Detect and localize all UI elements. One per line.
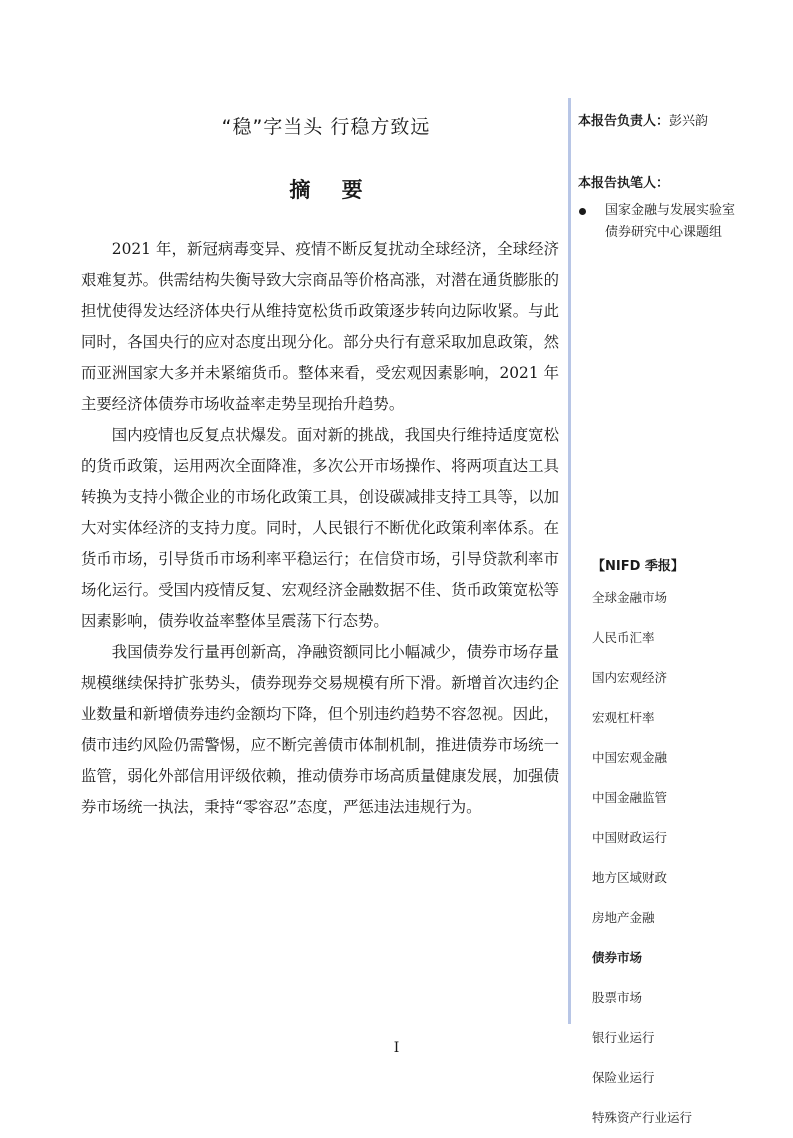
author-name: 国家金融与发展实验室债券研究中心课题组: [605, 203, 736, 240]
series-item[interactable]: 中国金融监管: [592, 790, 668, 805]
document-title: “稳”字当头 行稳方致远: [221, 116, 431, 138]
report-lead-name: 彭兴韵: [669, 114, 709, 129]
abstract-body: [81, 234, 559, 823]
series-item[interactable]: 宏观杠杆率: [592, 710, 655, 725]
series-item[interactable]: 全球金融市场: [592, 590, 668, 605]
series-item[interactable]: 银行业运行: [592, 1030, 655, 1045]
series-item[interactable]: 债券市场: [592, 950, 643, 965]
sidebar-divider: [568, 98, 571, 1024]
author-item: [578, 200, 738, 244]
report-lead-label: 本报告负责人：: [578, 114, 670, 129]
abstract-paragraph-2: 国内疫情也反复点状爆发。面对新的挑战，我国央行维持适度宽松的货币政策，运用两次全面降准，多次公开市场操作、将两项直达工具转换为支持小微企业的市场化政策工具，创设碳减排支持工具等，以加大对实体经济的支持力度。同时，人民银行不断优化政策利率体系。在货币市场，引导货币市场利率平稳运行；在信贷市场，引导贷款利率市场化运行。受国内疫情反复、宏观经济金融数据不佳、货币政策宽松等因素影响，债券收益率整体呈震荡下行态势。: [81, 426, 559, 630]
series-item[interactable]: 房地产金融: [592, 910, 655, 925]
series-item[interactable]: 地方区域财政: [592, 870, 668, 885]
series-item[interactable]: 人民币汇率: [592, 630, 655, 645]
authors-list: [578, 200, 738, 244]
abstract-heading-char-2: 要: [341, 178, 363, 202]
report-authors-label: 本报告执笔人：: [578, 176, 670, 191]
series-item[interactable]: 股票市场: [592, 990, 643, 1005]
series-title: 【NIFD 季报】: [592, 559, 684, 574]
bullet-icon: [579, 208, 586, 215]
series-item[interactable]: 特殊资产行业运行: [592, 1110, 693, 1125]
page-number: I: [393, 1040, 400, 1056]
abstract-heading: [80, 174, 572, 204]
series-item[interactable]: 国内宏观经济: [592, 670, 668, 685]
series-item[interactable]: 中国财政运行: [592, 830, 668, 845]
report-lead: [578, 110, 708, 129]
abstract-heading-char-1: 摘: [289, 178, 311, 202]
series-item[interactable]: 保险业运行: [592, 1070, 655, 1085]
series-item[interactable]: 中国宏观金融: [592, 750, 668, 765]
abstract-paragraph-1: 2021 年，新冠病毒变异、疫情不断反复扰动全球经济，全球经济艰难复苏。供需结构失衡导致大宗商品等价格高涨，对潜在通货膨胀的担忧使得发达经济体央行从维持宽松货币政策逐步转向边际收紧。与此同时，各国央行的应对态度出现分化。部分央行有意采取加息政策，然而亚洲国家大多并未紧缩货币。整体来看，受宏观因素影响，2021 年主要经济体债券市场收益率走势呈现抬升趋势。: [81, 240, 559, 413]
abstract-paragraph-3: 我国债券发行量再创新高，净融资额同比小幅减少，债券市场存量规模继续保持扩张势头，债券现券交易规模有所下滑。新增首次违约企业数量和新增债券违约金额均下降，但个别违约趋势不容忽视。因此，债市违约风险仍需警惕，应不断完善债市体制机制，推进债券市场统一监管，弱化外部信用评级依赖，推动债券市场高质量健康发展，加强债券市场统一执法，秉持“零容忍”态度，严惩违法违规行为。: [81, 643, 559, 816]
